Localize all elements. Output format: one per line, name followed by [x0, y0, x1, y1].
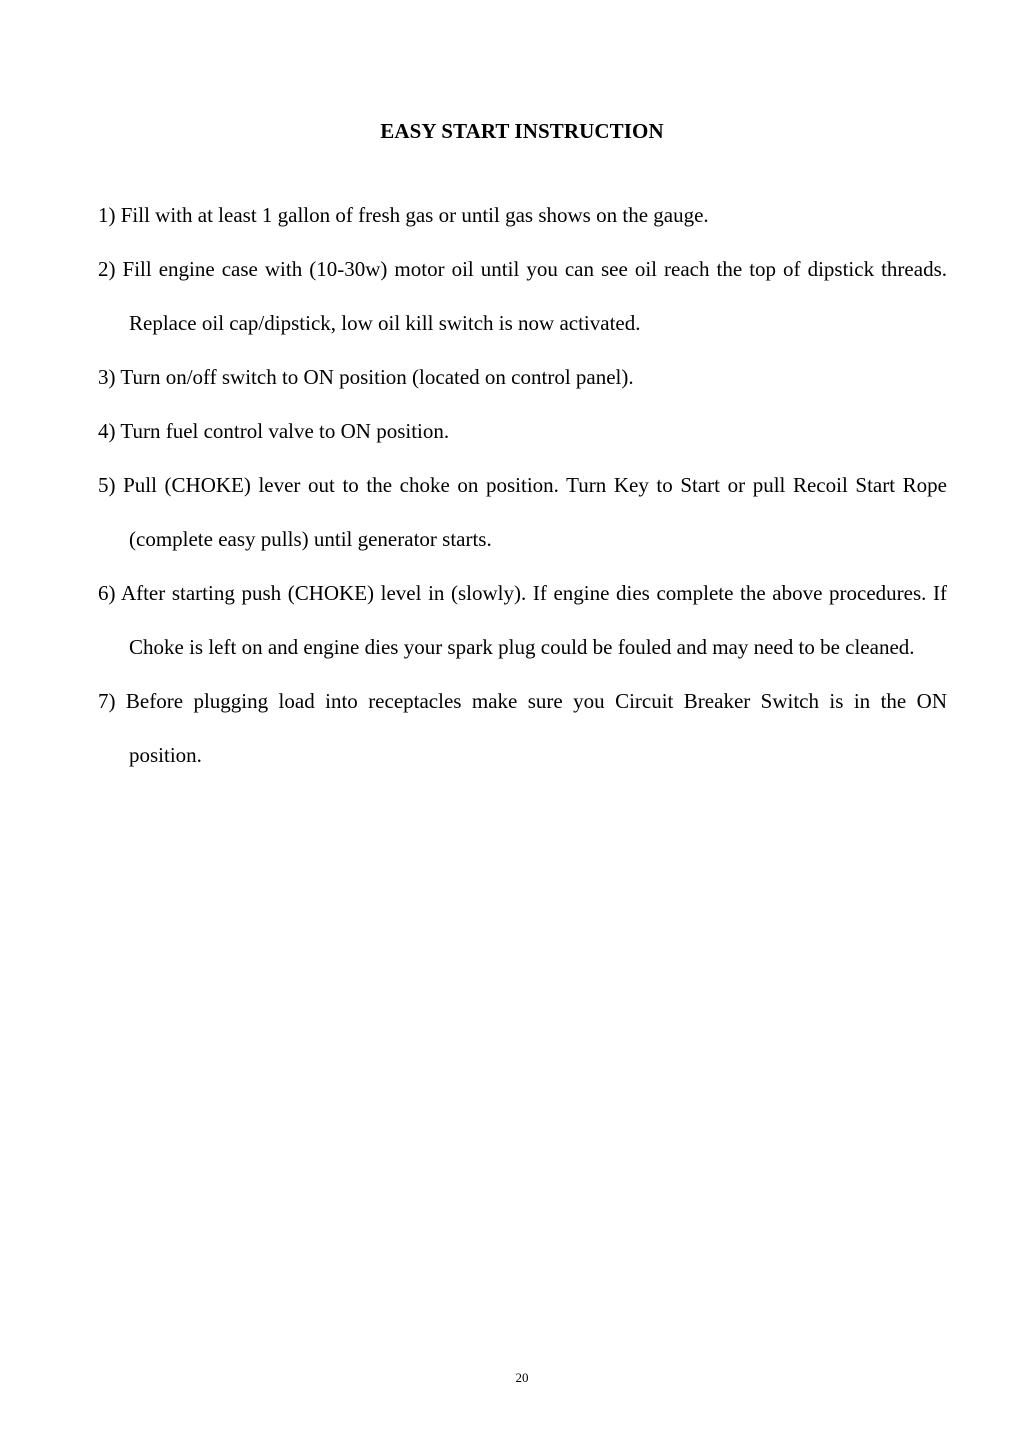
instruction-step-3: 3) Turn on/off switch to ON position (located on control panel). — [98, 365, 634, 389]
page-title: EASY START INSTRUCTION — [380, 119, 664, 143]
instruction-step-6: 6) After starting push (CHOKE) level in (slowly). If engine dies complete the above procedures. If Choke is left on and engine dies your spark plug could be fouled and may need to be cleaned. — [98, 581, 947, 659]
page-number: 20 — [515, 1370, 529, 1385]
instruction-step-1: 1) Fill with at least 1 gallon of fresh gas or until gas shows on the gauge. — [98, 203, 709, 227]
instruction-list — [98, 188, 947, 782]
instruction-step-2: 2) Fill engine case with (10-30w) motor oil until you can see oil reach the top of dipstick threads. Replace oil cap/dipstick, low oil kill switch is now activated. — [98, 257, 947, 335]
instruction-step-7: 7) Before plugging load into receptacles make sure you Circuit Breaker Switch is in the ON position. — [98, 689, 947, 767]
instruction-step-4: 4) Turn fuel control valve to ON position. — [98, 419, 450, 443]
instruction-step-5: 5) Pull (CHOKE) lever out to the choke on position. Turn Key to Start or pull Recoil Start Rope (complete easy pulls) until generator starts. — [98, 473, 947, 551]
